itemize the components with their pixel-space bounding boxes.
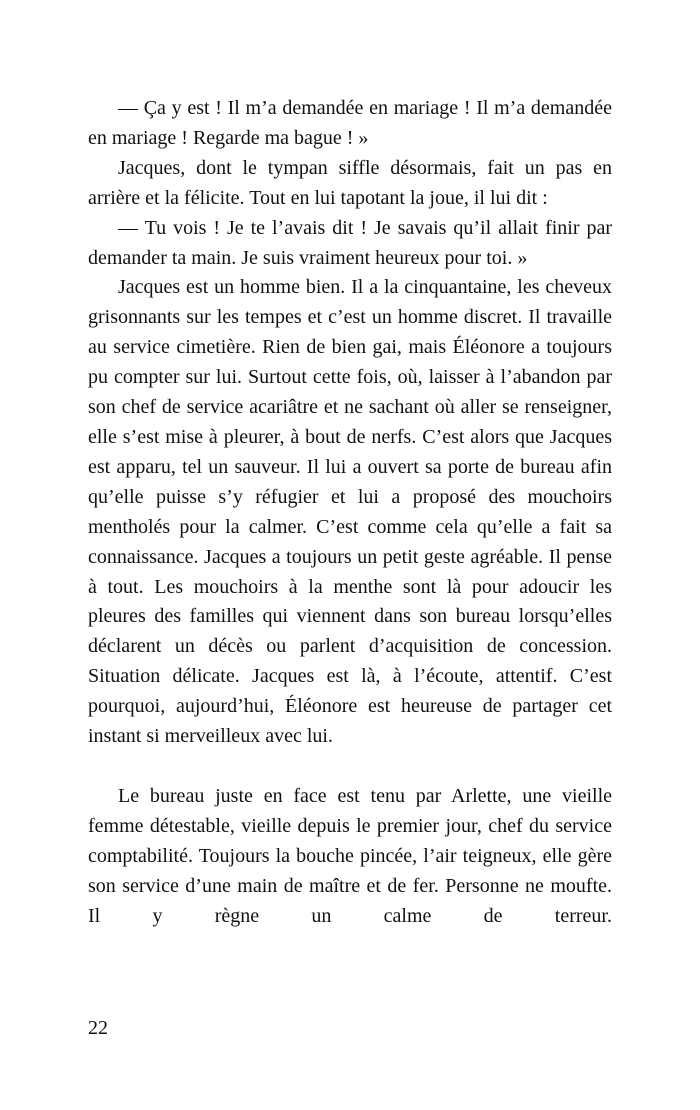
paragraph-narration-1: Jacques, dont le tympan siffle désormais, fait un pas en arrière et la félicite. Tout en lui tapotant la joue, il lui dit : — [88, 156, 612, 209]
paragraph-jacques-description: Jacques est un homme bien. Il a la cinquantaine, les cheveux grisonnants sur les tempes et c’est un homme discret. Il travaille au service cimetière. Rien de bien gai, mais Éléonore a toujours pu compter sur lui. Surtout cette fois, où, laisser à l’abandon par son chef de service acariâtre et ne sachant où aller se renseigner, elle s’est mise à pleurer, à bout de nerfs. C’est alors que Jacques est apparu, tel un sauveur. Il lui a ouvert sa porte de bureau afin qu’elle puisse s’y réfugier et lui a proposé des mouchoirs mentholés pour la calmer. C’est comme cela qu’elle a fait sa connaissance. Jacques a toujours un petit geste agréable. Il pense à tout. Les mouchoirs à la menthe sont là pour adoucir les pleures des familles qui viennent dans son bureau lorsqu’elles déclarent un décès ou parlent d’acquisition de concession. Situation délicate. Jacques est là, à l’écoute, attentif. C’est pourquoi, aujourd’hui, Éléonore est heureuse de partager cet instant si merveilleux avec lui. — [88, 276, 612, 748]
paragraph-arlette-description: Le bureau juste en face est tenu par Arlette, une vieille femme détestable, vieille depuis le premier jour, chef du service comptabilité. Toujours la bouche pincée, l’air teigneux, elle gère son service d’une main de maître et de fer. Personne ne moufte. Il y règne un calme de terreur. — [88, 784, 612, 927]
section-break — [88, 752, 612, 782]
page-number: 22 — [88, 1017, 108, 1039]
paragraph-dialogue-2: — Tu vois ! Je te l’avais dit ! Je savais qu’il allait finir par demander ta main. Je suis vraiment heureux pour toi. » — [88, 216, 612, 269]
paragraph-dialogue-1: — Ça y est ! Il m’a demandée en mariage ! Il m’a demandée en mariage ! Regarde ma bague ! » — [88, 97, 612, 149]
